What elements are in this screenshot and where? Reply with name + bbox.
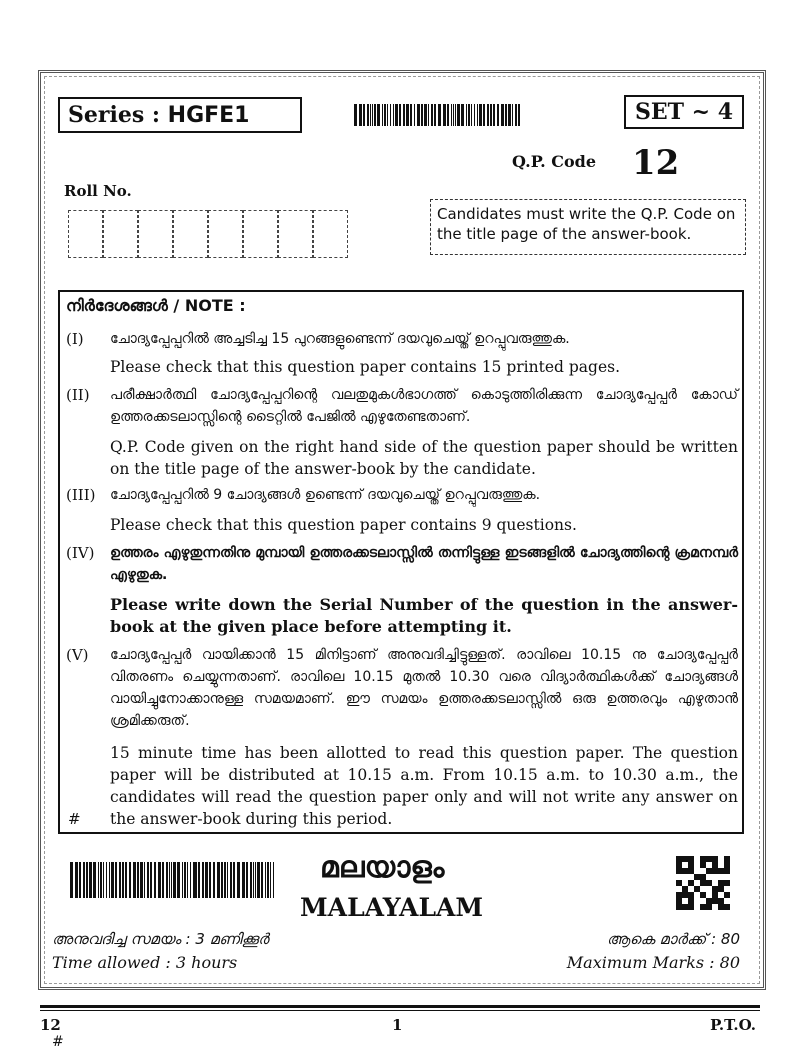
barcode-bar xyxy=(202,862,204,898)
item-number: (IV) xyxy=(66,544,95,562)
time-allowed-ml: അനുവദിച്ച സമയം : 3 മണിക്കൂർ xyxy=(52,930,269,948)
barcode-bar xyxy=(505,104,507,126)
barcode-bar xyxy=(382,104,383,126)
barcode-bar xyxy=(395,104,398,126)
barcode-bar xyxy=(83,862,85,898)
item-text-ml: ചോദ്യപ്പേപ്പറിൽ 9 ചോദ്യങ്ങൾ ഉണ്ടെന്ന് ദയവുചെയ്ത് ഉറപ്പുവരുത്തുക. xyxy=(110,487,541,503)
barcode-bar xyxy=(103,862,104,898)
pto-label: P.T.O. xyxy=(710,1016,756,1034)
barcode-bar xyxy=(129,862,131,898)
barcode-bar xyxy=(253,862,254,898)
barcode-bar xyxy=(515,104,517,126)
item-text-en: Please check that this question paper contains 9 questions. xyxy=(110,516,577,534)
roll-no-box[interactable] xyxy=(103,210,138,258)
barcode-bar xyxy=(217,862,220,898)
subject-title-en: MALAYALAM xyxy=(300,893,484,922)
note-hash: # xyxy=(68,810,81,828)
roll-no-box[interactable] xyxy=(278,210,313,258)
barcode-bar xyxy=(354,104,357,126)
barcode-bar xyxy=(487,104,489,126)
footer-rule xyxy=(40,1005,760,1008)
qp-code-value: 12 xyxy=(632,143,680,183)
barcode-bar xyxy=(438,104,441,126)
barcode-bar xyxy=(193,862,194,898)
barcode-bar xyxy=(501,104,504,126)
barcode-bar xyxy=(447,104,449,126)
barcode-bar xyxy=(70,862,73,898)
barcode-bar xyxy=(466,104,467,126)
barcode-bar xyxy=(255,862,256,898)
barcode-bar xyxy=(493,104,495,126)
barcode-bar xyxy=(184,862,186,898)
barcode-bar xyxy=(370,104,371,126)
roll-no-box[interactable] xyxy=(313,210,348,258)
barcode-bar xyxy=(372,104,373,126)
barcode-bar xyxy=(190,862,191,898)
barcode-bar xyxy=(410,104,412,126)
footer-hash: # xyxy=(52,1034,64,1050)
barcode-bar xyxy=(374,104,377,126)
item-number: (III) xyxy=(66,486,96,504)
bottom-barcode xyxy=(70,862,276,898)
barcode-bar xyxy=(109,862,110,898)
barcode-bar xyxy=(406,104,409,126)
barcode-bar xyxy=(198,862,200,898)
barcode-bar xyxy=(246,862,248,898)
series-box xyxy=(58,97,302,133)
barcode-bar xyxy=(483,104,485,126)
barcode-bar xyxy=(224,862,227,898)
roll-no-box[interactable] xyxy=(68,210,103,258)
barcode-bar xyxy=(453,104,454,126)
barcode-bar xyxy=(137,862,139,898)
series-label: Series : xyxy=(68,102,168,128)
barcode-bar xyxy=(363,104,365,126)
barcode-bar xyxy=(119,862,121,898)
item-text-ml: ചോദ്യപ്പേപ്പർ വായിക്കാൻ 15 മിനിട്ടാണ് അനുവദിച്ചിട്ടുള്ളത്. രാവിലെ 10.15 നു ചോദ്യപ്പേപ്പർ വിതരണം ചെയ്യുന്നതാണ്. രാവിലെ 10.15 മുതൽ 10.30 വരെ വിദ്യാർത്ഥികൾക്ക് ചോദ്യങ്ങൾ വായിച്ചുനോക്കാനുള്ള സമയമാണ്. ഈ സമയം ഉത്തരക്കടലാസ്സിൽ ഒരു ഉത്തരവും എഴുതാൻ ശ്രമിക്കരുത്. xyxy=(110,647,738,729)
barcode-bar xyxy=(428,104,429,126)
barcode-bar xyxy=(455,104,456,126)
item-text-ml: ചോദ്യപ്പേപ്പറിൽ അച്ചടിച്ച 15 പുറങ്ങളുണ്ടെന്ന് ദയവുചെയ്ത് ഉറപ്പുവരുത്തുക. xyxy=(110,331,570,347)
barcode-bar xyxy=(144,862,145,898)
candidates-note: Candidates must write the Q.P. Code on the title page of the answer-book. xyxy=(430,199,746,255)
barcode-bar xyxy=(98,862,99,898)
barcode-bar xyxy=(205,862,208,898)
qp-code-label: Q.P. Code xyxy=(512,152,597,171)
roll-no-label: Roll No. xyxy=(64,182,132,200)
barcode-bar xyxy=(270,862,271,898)
barcode-bar xyxy=(154,862,157,898)
barcode-bar xyxy=(140,862,143,898)
max-marks-ml: ആകെ മാർക്ക് : 80 xyxy=(606,930,740,948)
item-text-en: Please check that this question paper contains 15 printed pages. xyxy=(110,358,621,376)
item-number: (V) xyxy=(66,646,89,664)
barcode-bar xyxy=(242,862,245,898)
barcode-bar xyxy=(221,862,223,898)
item-text-en: Q.P. Code given on the right hand side of the question paper should be written on the title page of the answer-book by the candidate. xyxy=(110,438,738,478)
barcode-bar xyxy=(417,104,420,126)
barcode-bar xyxy=(261,862,264,898)
max-marks-en: Maximum Marks : 80 xyxy=(566,953,740,972)
barcode-bar xyxy=(257,862,260,898)
roll-no-box[interactable] xyxy=(138,210,173,258)
set-label: SET ~ 4 xyxy=(634,99,734,125)
barcode-bar xyxy=(173,862,176,898)
set-box xyxy=(624,95,744,129)
barcode-bar xyxy=(387,104,388,126)
barcode-bar xyxy=(250,862,252,898)
barcode-bar xyxy=(497,104,499,126)
barcode-bar xyxy=(421,104,423,126)
barcode-bar xyxy=(477,104,478,126)
item-text-ml: പരീക്ഷാർത്ഥി ചോദ്യപ്പേപ്പറിന്റെ വലതുമുകൾഭാഗത്ത് കൊടുത്തിരിക്കുന്ന ചോദ്യപ്പേപ്പർ കോഡ് ഉത്തരക്കടലാസ്സിന്റെ ടൈറ്റിൽ പേജിൽ എഴുതേണ്ടതാണ്. xyxy=(110,387,738,425)
barcode-bar xyxy=(75,862,78,898)
barcode-bar xyxy=(273,862,274,898)
barcode-bar xyxy=(384,104,386,126)
top-barcode xyxy=(354,104,522,126)
barcode-bar xyxy=(377,104,380,126)
roll-no-box[interactable] xyxy=(208,210,243,258)
barcode-bar xyxy=(187,862,188,898)
barcode-bar xyxy=(177,862,180,898)
qr-cell xyxy=(724,904,730,910)
barcode-bar xyxy=(457,104,460,126)
qr-code-icon xyxy=(676,856,730,910)
item-number: (II) xyxy=(66,386,90,404)
footer-code: 12 xyxy=(40,1016,61,1034)
barcode-bar xyxy=(490,104,493,126)
barcode-bar xyxy=(182,862,183,898)
barcode-bar xyxy=(461,104,464,126)
barcode-bar xyxy=(150,862,152,898)
barcode-bar xyxy=(468,104,470,126)
roll-no-box[interactable] xyxy=(173,210,208,258)
barcode-bar xyxy=(125,862,127,898)
barcode-bar xyxy=(162,862,164,898)
item-text-ml: ഉത്തരം എഴുതുന്നതിനു മുമ്പായി ഉത്തരക്കടലാസ്സിൽ തന്നിട്ടുള്ള ഇടങ്ങളിൽ ചോദ്യത്തിന്റെ ക്രമനമ്പർ എഴുതുക. xyxy=(110,545,738,583)
barcode-bar xyxy=(508,104,511,126)
barcode-bar xyxy=(443,104,446,126)
barcode-bar xyxy=(171,862,172,898)
barcode-bar xyxy=(518,104,520,126)
barcode-bar xyxy=(89,862,92,898)
barcode-bar xyxy=(100,862,102,898)
item-text-en: Please write down the Serial Number of the question in the answer-book at the given place before attempting it. xyxy=(110,595,738,636)
barcode-bar xyxy=(431,104,433,126)
note-heading: നിർദേശങ്ങൾ / NOTE : xyxy=(66,296,246,315)
barcode-bar xyxy=(399,104,401,126)
barcode-bar xyxy=(434,104,436,126)
barcode-bar xyxy=(230,862,232,898)
footer-rule-thin xyxy=(40,1010,760,1011)
roll-no-box[interactable] xyxy=(243,210,278,258)
barcode-bar xyxy=(451,104,453,126)
barcode-bar xyxy=(359,104,362,126)
barcode-bar xyxy=(147,862,149,898)
barcode-bar xyxy=(111,862,114,898)
item-number: (I) xyxy=(66,330,84,348)
barcode-bar xyxy=(512,104,513,126)
barcode-bar xyxy=(122,862,125,898)
time-allowed-en: Time allowed : 3 hours xyxy=(52,953,238,972)
barcode-bar xyxy=(265,862,266,898)
item-text-en: 15 minute time has been allotted to read this question paper. The question paper will be distributed at 10.15 a.m. From 10.15 a.m. to 10.30 a.m., the candidates will read the question paper only and will not write any answer on the answer-book during this period. xyxy=(110,744,738,828)
barcode-bar xyxy=(79,862,81,898)
barcode-bar xyxy=(158,862,161,898)
barcode-bar xyxy=(209,862,211,898)
roll-no-boxes[interactable] xyxy=(68,210,348,258)
barcode-bar xyxy=(414,104,416,126)
barcode-bar xyxy=(115,862,117,898)
series-code: HGFE1 xyxy=(167,103,250,128)
barcode-bar xyxy=(133,862,136,898)
barcode-bar xyxy=(194,862,197,898)
barcode-bar xyxy=(106,862,107,898)
subject-title-ml: മലയാളം xyxy=(320,850,445,885)
barcode-bar xyxy=(87,862,88,898)
barcode-bar xyxy=(424,104,427,126)
barcode-bar xyxy=(233,862,235,898)
barcode-bar xyxy=(479,104,482,126)
barcode-bar xyxy=(86,862,87,898)
barcode-bar xyxy=(166,862,168,898)
barcode-bar xyxy=(393,104,394,126)
barcode-bar xyxy=(474,104,475,126)
barcode-bar xyxy=(267,862,269,898)
barcode-bar xyxy=(169,862,170,898)
barcode-bar xyxy=(403,104,405,126)
barcode-bar xyxy=(390,104,391,126)
barcode-bar xyxy=(227,862,228,898)
barcode-bar xyxy=(367,104,369,126)
barcode-bar xyxy=(93,862,96,898)
barcode-bar xyxy=(471,104,472,126)
barcode-bar xyxy=(213,862,215,898)
page-number: 1 xyxy=(392,1016,403,1034)
barcode-bar xyxy=(237,862,240,898)
